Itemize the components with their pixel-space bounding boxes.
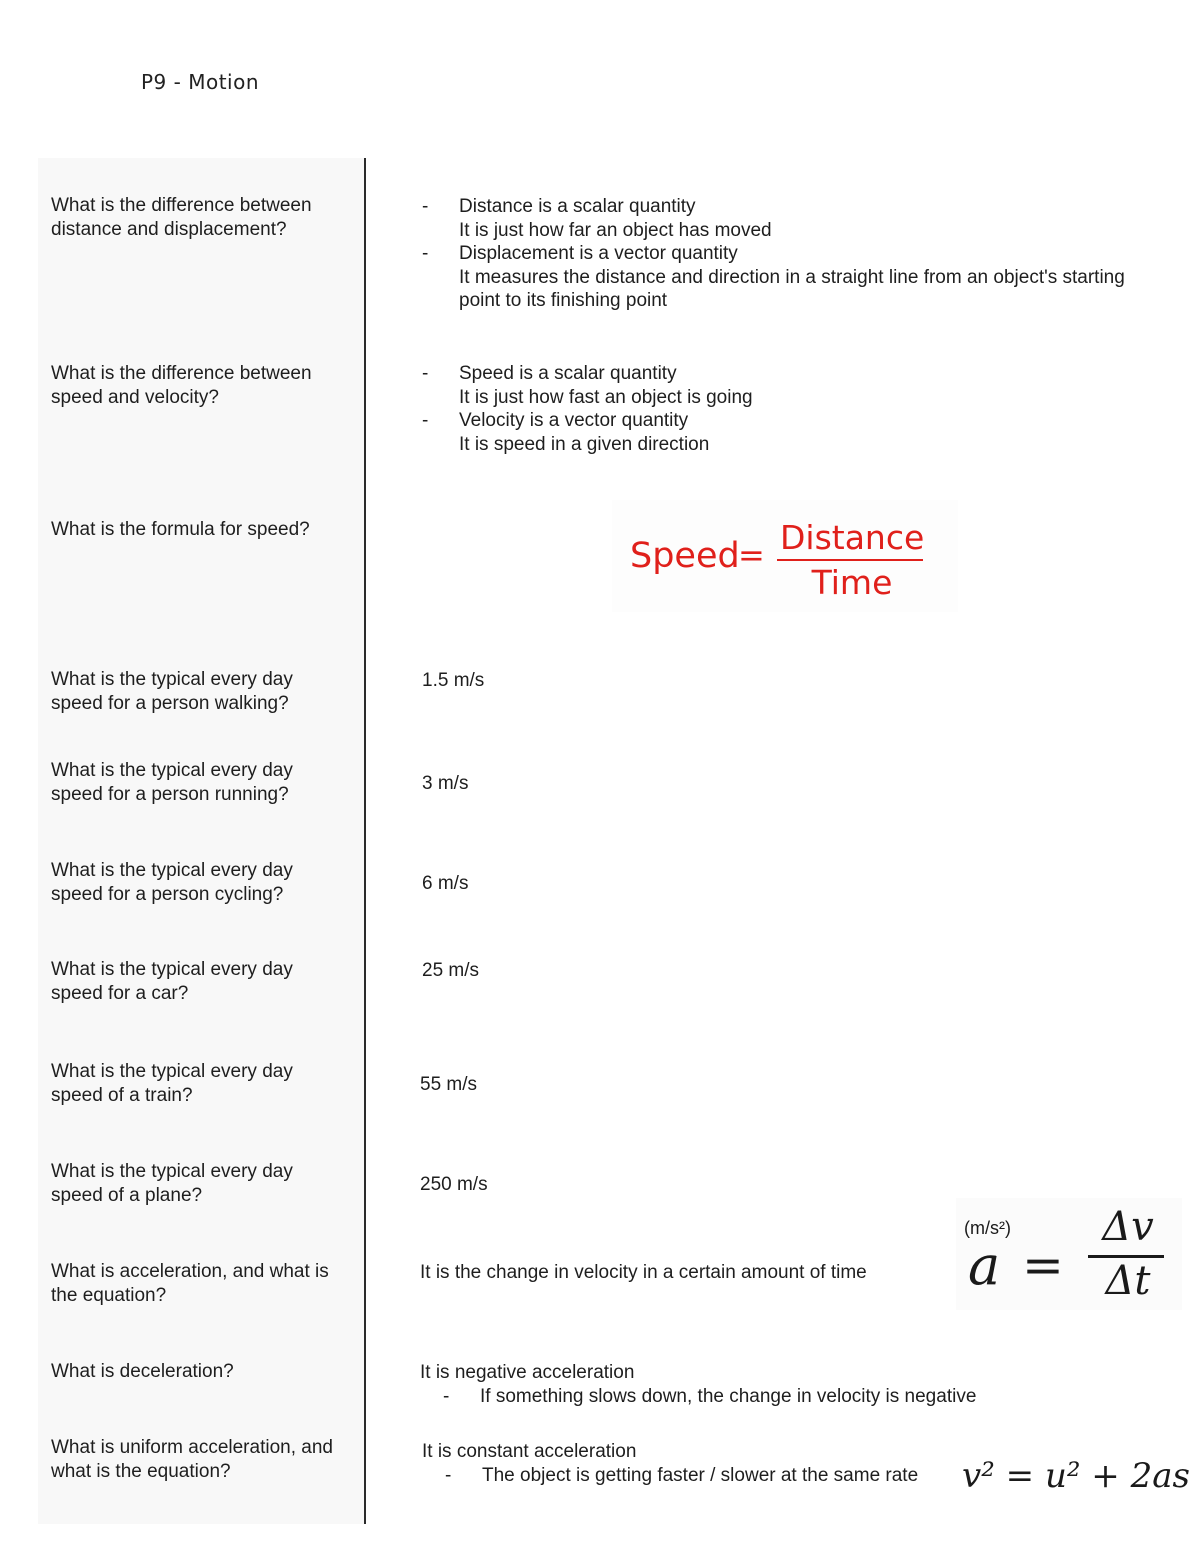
answer-bullet: - The object is getting faster / slower at the same rate [445, 1464, 952, 1488]
formula-lhs: a [968, 1234, 1001, 1297]
question-acceleration: What is acceleration, and what is the equation? [51, 1261, 329, 1306]
answer-train-speed: 55 m/s [420, 1074, 478, 1095]
speed-formula [612, 500, 958, 612]
fraction-bar [777, 559, 923, 561]
answer-running-speed: 3 m/s [422, 773, 469, 794]
answer-bullet: - If something slows down, the change in velocity is negative [443, 1385, 1040, 1409]
uniform-acceleration-equation: v² = u² + 2as [962, 1456, 1190, 1496]
question-walking-speed: What is the typical every day speed for a person walking? [51, 669, 293, 714]
bullet-text: - Velocity is a vector quantity [459, 410, 689, 431]
bullet-subtext: It measures the distance and direction in a straight line from an object's starting point to its finishing point [459, 266, 1125, 311]
question-plane-speed: What is the typical every day speed of a plane? [51, 1161, 293, 1206]
bullet-text: - Distance is a scalar quantity [459, 196, 696, 217]
answer-bullet [422, 195, 1162, 242]
answer-bullet-list [443, 1385, 1040, 1409]
answer-acceleration: It is the change in velocity in a certain amount of time [420, 1262, 867, 1283]
answer-car-speed: 25 m/s [422, 960, 480, 981]
formula-numerator: Distance [780, 518, 925, 557]
formula-unit: (m/s²) [964, 1218, 1011, 1238]
answer-cycling-speed: 6 m/s [422, 873, 469, 894]
answer-bullet [422, 242, 1162, 313]
answer-plane-speed: 250 m/s [420, 1174, 488, 1195]
formula-denominator: Δt [1105, 1258, 1151, 1304]
answer-bullet-list [445, 1464, 952, 1488]
formula-equals: = [738, 536, 765, 574]
formula-numerator: Δv [1102, 1204, 1154, 1250]
answer-text: It is negative acceleration [420, 1362, 635, 1383]
question-uniform-acceleration: What is uniform acceleration, and what is the equation? [51, 1437, 333, 1482]
answer-uniform-acceleration [422, 1440, 952, 1487]
bullet-subtext: It is just how fast an object is going [459, 386, 753, 408]
answer-distance-displacement [422, 195, 1162, 313]
answer-deceleration [420, 1361, 1040, 1408]
answer-bullet [422, 409, 1162, 456]
question-car-speed: What is the typical every day speed for a car? [51, 959, 293, 1004]
answer-walking-speed: 1.5 m/s [422, 670, 485, 691]
bullet-text: - Displacement is a vector quantity [459, 243, 738, 264]
bullet-subtext: It is just how far an object has moved [459, 219, 772, 241]
bullet-text: - Speed is a scalar quantity [459, 363, 677, 384]
acceleration-formula [956, 1198, 1182, 1310]
column-divider [364, 158, 366, 1524]
document-title: P9 - Motion [141, 70, 260, 94]
answer-bullet-list [422, 195, 1162, 313]
answer-bullet [422, 362, 1162, 409]
formula-denominator: Time [811, 563, 893, 602]
question-speed-velocity: What is the difference between speed and velocity? [51, 363, 312, 408]
formula-lhs: Speed [630, 536, 740, 576]
question-distance-displacement: What is the difference between distance and displacement? [51, 195, 312, 240]
answer-speed-velocity [422, 362, 1162, 456]
question-running-speed: What is the typical every day speed for a person running? [51, 760, 293, 805]
answer-bullet-list [422, 362, 1162, 456]
question-speed-formula: What is the formula for speed? [51, 519, 310, 540]
question-cycling-speed: What is the typical every day speed for a person cycling? [51, 860, 293, 905]
bullet-subtext: It is speed in a given direction [459, 433, 710, 455]
question-deceleration: What is deceleration? [51, 1361, 234, 1382]
question-train-speed: What is the typical every day speed of a train? [51, 1061, 293, 1106]
answer-text: It is constant acceleration [422, 1441, 637, 1462]
formula-equals: = [1022, 1236, 1064, 1294]
